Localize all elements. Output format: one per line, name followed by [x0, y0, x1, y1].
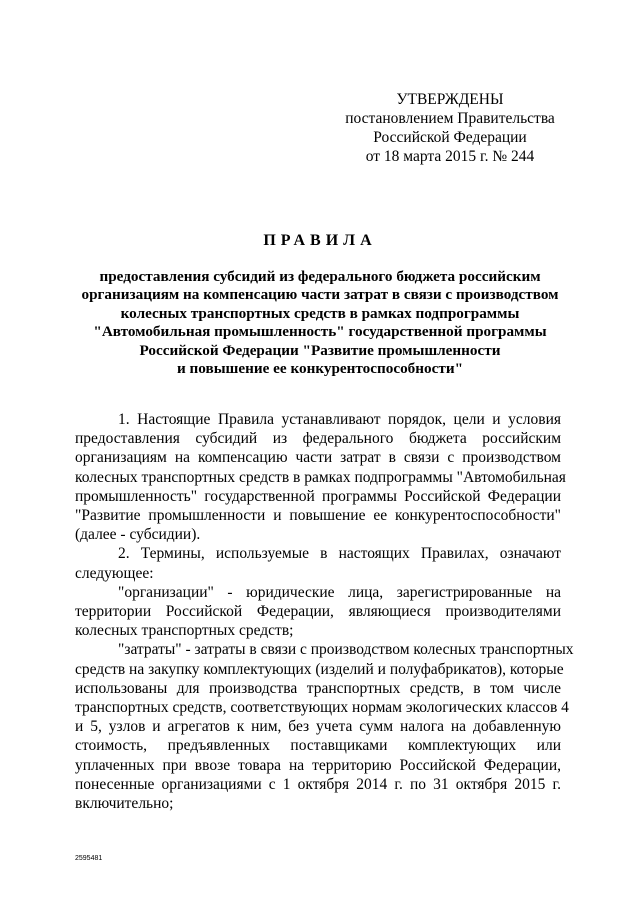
subtitle-line: Российской Федерации "Развитие промышленности [139, 341, 501, 359]
body-line: следующее: [75, 564, 154, 582]
subtitle-line: "Автомобильная промышленность" государственной программы [93, 323, 547, 341]
body-line: промышленность" государственной программы Российской Федерации [75, 487, 561, 505]
approval-block [330, 90, 570, 166]
document-title: ПРАВИЛА [263, 232, 377, 249]
body-line: "Развитие промышленности и повышение ее конкурентоспособности" [75, 507, 561, 525]
document-body [75, 410, 574, 813]
body-line: территории Российской Федерации, являющиеся производителями [75, 603, 561, 621]
subtitle-line: и повышение ее конкурентоспособности" [176, 360, 463, 378]
body-line: стоимость, предъявленных поставщиками комплектующих или [75, 737, 561, 755]
approval-line: Российской Федерации [373, 129, 527, 146]
body-line: транспортных средств, соответствующих нормам экологических классов 4 [75, 699, 569, 717]
subtitle-line: колесных транспортных средств в рамках подпрограммы [120, 304, 520, 322]
body-line: "затраты" - затраты в связи с производством колесных транспортных [118, 641, 574, 659]
body-line: колесных транспортных средств; [75, 622, 294, 640]
document-code: 2595481 [75, 855, 103, 862]
body-line: понесенные организациями с 1 октября 2014 г. по 31 октября 2015 г. [75, 775, 561, 793]
subtitle-line: организациям на компенсацию части затрат в связи с производством [81, 286, 559, 304]
body-line: колесных транспортных средств в рамках подпрограммы "Автомобильная [75, 468, 566, 486]
body-line: включительно; [75, 795, 174, 813]
approval-line: постановлением Правительства [345, 110, 555, 127]
body-line: использованы для производства транспортных средств, в том числе [75, 679, 561, 697]
approval-line: от 18 марта 2015 г. № 244 [365, 148, 535, 165]
body-line: (далее - субсидии). [75, 526, 201, 544]
body-line: средств на закупку комплектующих (изделий и полуфабрикатов), которые [75, 660, 564, 678]
body-line: предоставления субсидий из федерального бюджета российским [75, 430, 561, 448]
body-line: 2. Термины, используемые в настоящих Правилах, означают [118, 545, 561, 563]
body-line: и 5, узлов и агрегатов к ним, без учета сумм налога на добавленную [75, 718, 561, 736]
body-line: организациям на компенсацию части затрат в связи с производством [75, 449, 561, 467]
subtitle-line: предоставления субсидий из федерального бюджета российским [99, 268, 541, 285]
body-line: уплаченных при ввозе товара на территорию Российской Федерации, [75, 756, 561, 774]
approval-line: УТВЕРЖДЕНЫ [396, 91, 504, 108]
document-subtitle [70, 268, 570, 378]
body-line: "организации" - юридические лица, зарегистрированные на [118, 583, 561, 601]
body-line: 1. Настоящие Правила устанавливают порядок, цели и условия [118, 411, 561, 428]
